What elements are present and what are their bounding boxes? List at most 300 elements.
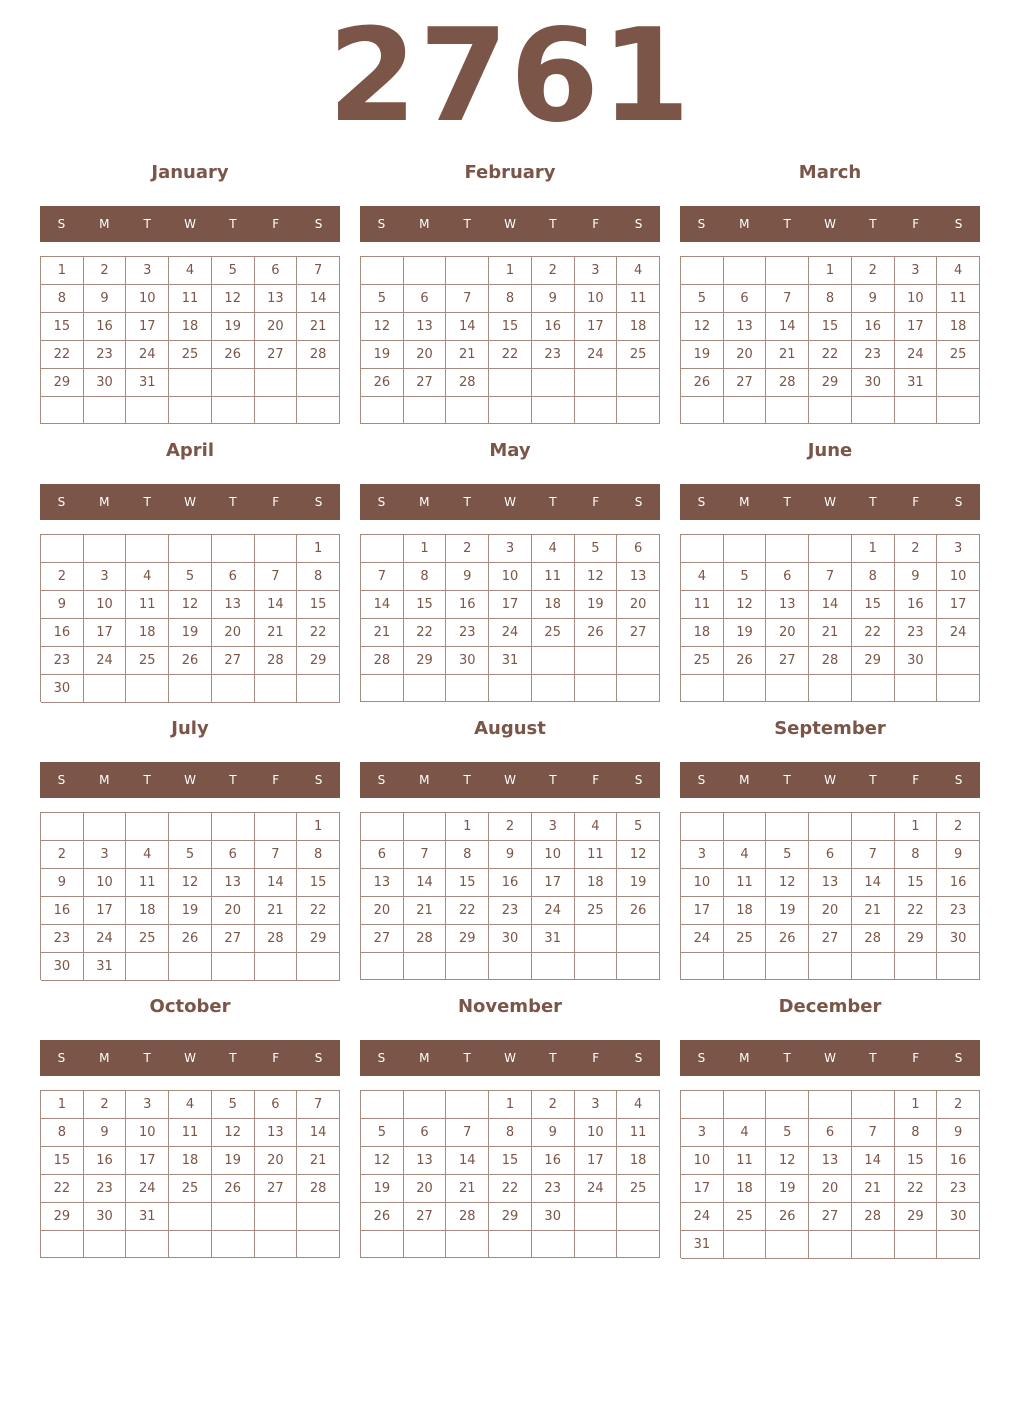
day-cell bbox=[446, 675, 489, 702]
day-cell: 29 bbox=[809, 369, 852, 397]
day-cell: 23 bbox=[41, 925, 84, 953]
weekday-label: S bbox=[634, 217, 643, 231]
day-cell: 29 bbox=[297, 647, 340, 675]
day-cell: 16 bbox=[937, 869, 980, 897]
day-cell: 1 bbox=[809, 257, 852, 285]
day-cell: 17 bbox=[489, 591, 532, 619]
day-cell: 21 bbox=[255, 897, 298, 925]
day-cell: 22 bbox=[895, 1175, 938, 1203]
day-cell bbox=[212, 953, 255, 981]
day-cell: 9 bbox=[852, 285, 895, 313]
day-cell bbox=[361, 257, 404, 285]
day-cell bbox=[809, 535, 852, 563]
day-cell: 7 bbox=[297, 257, 340, 285]
day-cell: 2 bbox=[489, 813, 532, 841]
weekday-label: T bbox=[549, 1051, 557, 1065]
day-cell: 22 bbox=[297, 897, 340, 925]
day-grid bbox=[40, 256, 340, 424]
day-cell bbox=[489, 675, 532, 702]
day-grid bbox=[360, 1090, 660, 1258]
day-cell: 23 bbox=[532, 341, 575, 369]
day-cell: 3 bbox=[84, 841, 127, 869]
day-cell: 1 bbox=[41, 1091, 84, 1119]
day-cell: 3 bbox=[489, 535, 532, 563]
day-grid bbox=[680, 256, 980, 424]
day-cell: 22 bbox=[489, 1175, 532, 1203]
day-cell: 24 bbox=[84, 925, 127, 953]
day-cell: 4 bbox=[681, 563, 724, 591]
day-cell: 5 bbox=[575, 535, 618, 563]
day-cell: 14 bbox=[852, 869, 895, 897]
day-cell: 10 bbox=[532, 841, 575, 869]
day-cell: 21 bbox=[852, 897, 895, 925]
day-cell bbox=[446, 953, 489, 980]
day-cell: 14 bbox=[446, 313, 489, 341]
day-cell bbox=[126, 813, 169, 841]
day-cell: 6 bbox=[212, 563, 255, 591]
day-cell: 9 bbox=[41, 591, 84, 619]
day-cell: 30 bbox=[84, 1203, 127, 1231]
day-cell: 24 bbox=[532, 897, 575, 925]
day-cell: 26 bbox=[766, 925, 809, 953]
weekday-label: S bbox=[314, 217, 323, 231]
day-cell bbox=[446, 257, 489, 285]
day-cell bbox=[895, 397, 938, 424]
day-grid bbox=[360, 256, 660, 424]
weekday-label: T bbox=[143, 495, 151, 509]
day-cell: 21 bbox=[297, 313, 340, 341]
weekday-label: T bbox=[463, 495, 471, 509]
day-cell: 17 bbox=[84, 897, 127, 925]
day-cell: 26 bbox=[361, 369, 404, 397]
day-cell: 22 bbox=[489, 341, 532, 369]
day-cell: 21 bbox=[404, 897, 447, 925]
day-cell: 4 bbox=[169, 257, 212, 285]
day-cell: 15 bbox=[489, 1147, 532, 1175]
weekday-label: W bbox=[184, 1051, 196, 1065]
day-cell bbox=[937, 675, 980, 702]
month-name: September bbox=[774, 718, 886, 739]
day-cell: 18 bbox=[169, 1147, 212, 1175]
day-cell: 24 bbox=[489, 619, 532, 647]
day-cell: 9 bbox=[532, 1119, 575, 1147]
day-cell: 17 bbox=[575, 1147, 618, 1175]
day-cell: 25 bbox=[126, 925, 169, 953]
day-cell: 18 bbox=[617, 1147, 660, 1175]
day-cell: 13 bbox=[617, 563, 660, 591]
day-cell: 21 bbox=[766, 341, 809, 369]
day-cell: 31 bbox=[84, 953, 127, 981]
day-cell bbox=[297, 953, 340, 981]
weekday-label: T bbox=[143, 773, 151, 787]
weekday-label: T bbox=[549, 773, 557, 787]
day-cell: 23 bbox=[937, 897, 980, 925]
day-cell: 26 bbox=[681, 369, 724, 397]
weekday-label: S bbox=[57, 495, 66, 509]
day-cell bbox=[361, 1091, 404, 1119]
day-cell bbox=[41, 535, 84, 563]
day-cell: 28 bbox=[361, 647, 404, 675]
day-cell: 1 bbox=[297, 535, 340, 563]
weekday-header bbox=[360, 484, 660, 520]
day-cell: 16 bbox=[489, 869, 532, 897]
day-cell: 10 bbox=[895, 285, 938, 313]
day-cell bbox=[255, 813, 298, 841]
day-cell: 24 bbox=[126, 341, 169, 369]
day-cell: 20 bbox=[809, 897, 852, 925]
weekday-label: T bbox=[869, 217, 877, 231]
day-cell: 28 bbox=[852, 925, 895, 953]
day-cell: 23 bbox=[937, 1175, 980, 1203]
day-cell bbox=[169, 675, 212, 703]
year-title: 2761 bbox=[327, 2, 693, 151]
day-cell: 15 bbox=[41, 1147, 84, 1175]
day-cell: 23 bbox=[489, 897, 532, 925]
weekday-label: S bbox=[57, 773, 66, 787]
month-name: August bbox=[474, 718, 546, 739]
day-cell bbox=[681, 1091, 724, 1119]
weekday-label: S bbox=[314, 1051, 323, 1065]
day-cell bbox=[126, 397, 169, 424]
day-cell bbox=[617, 675, 660, 702]
day-cell bbox=[297, 397, 340, 424]
day-cell bbox=[126, 535, 169, 563]
day-cell: 8 bbox=[809, 285, 852, 313]
day-cell bbox=[41, 1231, 84, 1258]
day-cell: 7 bbox=[446, 285, 489, 313]
day-cell bbox=[532, 647, 575, 675]
day-cell: 19 bbox=[766, 897, 809, 925]
day-cell: 27 bbox=[724, 369, 767, 397]
day-cell: 25 bbox=[575, 897, 618, 925]
day-cell: 22 bbox=[446, 897, 489, 925]
day-cell: 10 bbox=[575, 285, 618, 313]
day-cell bbox=[404, 813, 447, 841]
day-grid bbox=[680, 534, 980, 702]
day-cell bbox=[169, 1231, 212, 1258]
day-cell: 7 bbox=[766, 285, 809, 313]
weekday-header bbox=[680, 206, 980, 242]
day-cell: 12 bbox=[361, 313, 404, 341]
day-cell: 24 bbox=[84, 647, 127, 675]
day-cell bbox=[937, 647, 980, 675]
day-cell bbox=[84, 535, 127, 563]
day-cell: 2 bbox=[41, 841, 84, 869]
day-cell: 2 bbox=[84, 257, 127, 285]
day-cell: 28 bbox=[446, 369, 489, 397]
weekday-label: F bbox=[592, 217, 600, 231]
day-cell: 12 bbox=[681, 313, 724, 341]
day-cell bbox=[852, 1091, 895, 1119]
weekday-label: T bbox=[463, 773, 471, 787]
day-cell: 30 bbox=[446, 647, 489, 675]
day-cell bbox=[361, 1231, 404, 1258]
day-cell bbox=[126, 953, 169, 981]
day-cell: 7 bbox=[361, 563, 404, 591]
day-cell bbox=[766, 953, 809, 980]
day-cell: 19 bbox=[169, 897, 212, 925]
day-cell: 3 bbox=[126, 1091, 169, 1119]
day-cell: 31 bbox=[532, 925, 575, 953]
day-cell: 12 bbox=[575, 563, 618, 591]
day-cell bbox=[809, 1091, 852, 1119]
day-cell: 24 bbox=[126, 1175, 169, 1203]
day-cell: 30 bbox=[84, 369, 127, 397]
day-cell bbox=[169, 369, 212, 397]
day-cell bbox=[361, 535, 404, 563]
day-cell: 8 bbox=[404, 563, 447, 591]
day-cell bbox=[724, 1231, 767, 1259]
day-grid bbox=[40, 534, 340, 702]
day-cell bbox=[766, 813, 809, 841]
day-cell: 26 bbox=[724, 647, 767, 675]
day-cell bbox=[724, 675, 767, 702]
weekday-label: S bbox=[57, 1051, 66, 1065]
day-cell: 6 bbox=[766, 563, 809, 591]
day-cell bbox=[532, 369, 575, 397]
day-cell: 6 bbox=[809, 841, 852, 869]
day-cell: 21 bbox=[852, 1175, 895, 1203]
day-cell bbox=[297, 1203, 340, 1231]
day-cell bbox=[126, 675, 169, 703]
month-name: December bbox=[778, 996, 882, 1017]
day-cell bbox=[212, 397, 255, 424]
day-cell: 15 bbox=[446, 869, 489, 897]
day-cell: 8 bbox=[895, 1119, 938, 1147]
weekday-label: S bbox=[697, 495, 706, 509]
day-cell: 19 bbox=[617, 869, 660, 897]
weekday-label: S bbox=[634, 495, 643, 509]
day-cell: 24 bbox=[575, 1175, 618, 1203]
day-cell: 5 bbox=[212, 257, 255, 285]
day-cell bbox=[766, 257, 809, 285]
day-cell bbox=[212, 535, 255, 563]
weekday-label: S bbox=[954, 773, 963, 787]
month-name: July bbox=[171, 718, 209, 739]
weekday-label: T bbox=[869, 1051, 877, 1065]
day-cell: 2 bbox=[852, 257, 895, 285]
day-cell: 29 bbox=[41, 1203, 84, 1231]
day-cell bbox=[681, 535, 724, 563]
day-cell bbox=[297, 675, 340, 703]
day-cell bbox=[255, 1231, 298, 1258]
day-cell: 3 bbox=[937, 535, 980, 563]
weekday-label: T bbox=[869, 495, 877, 509]
day-cell: 9 bbox=[937, 841, 980, 869]
weekday-label: M bbox=[99, 773, 110, 787]
day-cell: 28 bbox=[766, 369, 809, 397]
day-cell: 29 bbox=[895, 1203, 938, 1231]
day-cell: 27 bbox=[809, 1203, 852, 1231]
day-cell: 21 bbox=[297, 1147, 340, 1175]
day-cell bbox=[84, 813, 127, 841]
weekday-label: M bbox=[99, 217, 110, 231]
weekday-label: W bbox=[504, 773, 516, 787]
day-cell: 12 bbox=[169, 869, 212, 897]
day-cell bbox=[681, 813, 724, 841]
day-cell bbox=[446, 1231, 489, 1258]
day-cell: 13 bbox=[255, 285, 298, 313]
day-cell: 5 bbox=[361, 1119, 404, 1147]
day-cell: 20 bbox=[212, 897, 255, 925]
weekday-label: T bbox=[783, 1051, 791, 1065]
day-cell: 8 bbox=[297, 563, 340, 591]
weekday-label: F bbox=[912, 1051, 920, 1065]
day-cell: 18 bbox=[575, 869, 618, 897]
day-cell: 12 bbox=[212, 285, 255, 313]
day-cell: 16 bbox=[532, 1147, 575, 1175]
day-cell: 26 bbox=[575, 619, 618, 647]
day-cell bbox=[361, 953, 404, 980]
day-cell: 15 bbox=[895, 1147, 938, 1175]
weekday-header bbox=[360, 206, 660, 242]
day-cell: 29 bbox=[297, 925, 340, 953]
day-cell: 18 bbox=[724, 897, 767, 925]
weekday-label: M bbox=[739, 1051, 750, 1065]
day-cell: 11 bbox=[681, 591, 724, 619]
day-cell bbox=[766, 397, 809, 424]
day-cell: 1 bbox=[852, 535, 895, 563]
day-cell bbox=[404, 1091, 447, 1119]
day-cell: 21 bbox=[446, 341, 489, 369]
day-cell: 16 bbox=[84, 313, 127, 341]
day-cell bbox=[937, 397, 980, 424]
day-cell: 20 bbox=[404, 1175, 447, 1203]
day-cell: 31 bbox=[895, 369, 938, 397]
day-cell: 29 bbox=[446, 925, 489, 953]
day-cell: 13 bbox=[212, 869, 255, 897]
day-cell: 2 bbox=[895, 535, 938, 563]
day-cell bbox=[297, 369, 340, 397]
weekday-label: F bbox=[912, 495, 920, 509]
day-cell: 28 bbox=[255, 647, 298, 675]
day-cell: 20 bbox=[255, 313, 298, 341]
day-cell: 16 bbox=[41, 619, 84, 647]
day-cell: 3 bbox=[681, 1119, 724, 1147]
day-cell: 3 bbox=[532, 813, 575, 841]
day-cell: 6 bbox=[724, 285, 767, 313]
day-cell: 11 bbox=[169, 1119, 212, 1147]
day-cell bbox=[255, 675, 298, 703]
weekday-label: W bbox=[184, 495, 196, 509]
day-cell bbox=[212, 1203, 255, 1231]
month-name: October bbox=[149, 996, 231, 1017]
day-cell: 26 bbox=[169, 925, 212, 953]
day-cell bbox=[489, 397, 532, 424]
day-cell: 25 bbox=[937, 341, 980, 369]
day-cell: 16 bbox=[84, 1147, 127, 1175]
day-cell: 30 bbox=[852, 369, 895, 397]
day-cell: 6 bbox=[809, 1119, 852, 1147]
day-cell bbox=[617, 953, 660, 980]
day-cell: 17 bbox=[126, 313, 169, 341]
day-cell bbox=[41, 397, 84, 424]
day-cell: 20 bbox=[617, 591, 660, 619]
day-cell: 8 bbox=[41, 285, 84, 313]
day-cell: 27 bbox=[617, 619, 660, 647]
weekday-label: T bbox=[549, 217, 557, 231]
day-cell: 15 bbox=[404, 591, 447, 619]
day-cell bbox=[404, 953, 447, 980]
day-cell: 28 bbox=[297, 1175, 340, 1203]
weekday-label: S bbox=[377, 217, 386, 231]
day-cell: 10 bbox=[126, 285, 169, 313]
day-cell bbox=[532, 397, 575, 424]
day-cell: 29 bbox=[852, 647, 895, 675]
day-cell: 5 bbox=[361, 285, 404, 313]
day-cell: 8 bbox=[895, 841, 938, 869]
day-cell: 30 bbox=[532, 1203, 575, 1231]
weekday-label: M bbox=[99, 495, 110, 509]
weekday-label: W bbox=[504, 495, 516, 509]
day-cell: 27 bbox=[361, 925, 404, 953]
day-cell: 1 bbox=[404, 535, 447, 563]
day-cell: 2 bbox=[937, 813, 980, 841]
day-cell: 27 bbox=[404, 369, 447, 397]
day-cell: 20 bbox=[766, 619, 809, 647]
day-cell: 1 bbox=[446, 813, 489, 841]
day-cell: 29 bbox=[404, 647, 447, 675]
weekday-label: T bbox=[229, 217, 237, 231]
day-cell: 4 bbox=[169, 1091, 212, 1119]
day-cell bbox=[617, 369, 660, 397]
weekday-label: W bbox=[184, 773, 196, 787]
day-cell: 9 bbox=[532, 285, 575, 313]
day-cell: 9 bbox=[937, 1119, 980, 1147]
day-cell bbox=[617, 925, 660, 953]
day-cell: 24 bbox=[575, 341, 618, 369]
weekday-label: M bbox=[419, 495, 430, 509]
weekday-label: F bbox=[272, 217, 280, 231]
day-cell bbox=[446, 397, 489, 424]
day-cell: 11 bbox=[617, 1119, 660, 1147]
day-cell: 13 bbox=[212, 591, 255, 619]
day-cell: 5 bbox=[724, 563, 767, 591]
day-cell: 14 bbox=[255, 869, 298, 897]
day-cell: 31 bbox=[126, 369, 169, 397]
day-cell bbox=[255, 953, 298, 981]
day-cell: 23 bbox=[895, 619, 938, 647]
day-cell: 4 bbox=[724, 1119, 767, 1147]
day-cell: 19 bbox=[575, 591, 618, 619]
day-cell bbox=[617, 1203, 660, 1231]
weekday-label: S bbox=[954, 1051, 963, 1065]
weekday-label: F bbox=[272, 495, 280, 509]
month-name: November bbox=[457, 996, 563, 1017]
day-cell: 29 bbox=[895, 925, 938, 953]
weekday-label: F bbox=[272, 1051, 280, 1065]
weekday-label: T bbox=[143, 1051, 151, 1065]
weekday-label: M bbox=[419, 1051, 430, 1065]
weekday-header bbox=[360, 762, 660, 798]
day-cell: 3 bbox=[84, 563, 127, 591]
month-name: January bbox=[151, 162, 229, 183]
day-cell: 6 bbox=[361, 841, 404, 869]
day-cell: 28 bbox=[404, 925, 447, 953]
day-cell: 4 bbox=[724, 841, 767, 869]
day-cell: 19 bbox=[681, 341, 724, 369]
weekday-label: S bbox=[634, 1051, 643, 1065]
day-cell: 8 bbox=[852, 563, 895, 591]
day-cell: 5 bbox=[681, 285, 724, 313]
day-cell: 3 bbox=[681, 841, 724, 869]
weekday-label: T bbox=[783, 773, 791, 787]
day-cell: 13 bbox=[809, 1147, 852, 1175]
day-cell: 14 bbox=[255, 591, 298, 619]
day-cell: 9 bbox=[446, 563, 489, 591]
day-cell bbox=[575, 397, 618, 424]
day-cell bbox=[489, 369, 532, 397]
